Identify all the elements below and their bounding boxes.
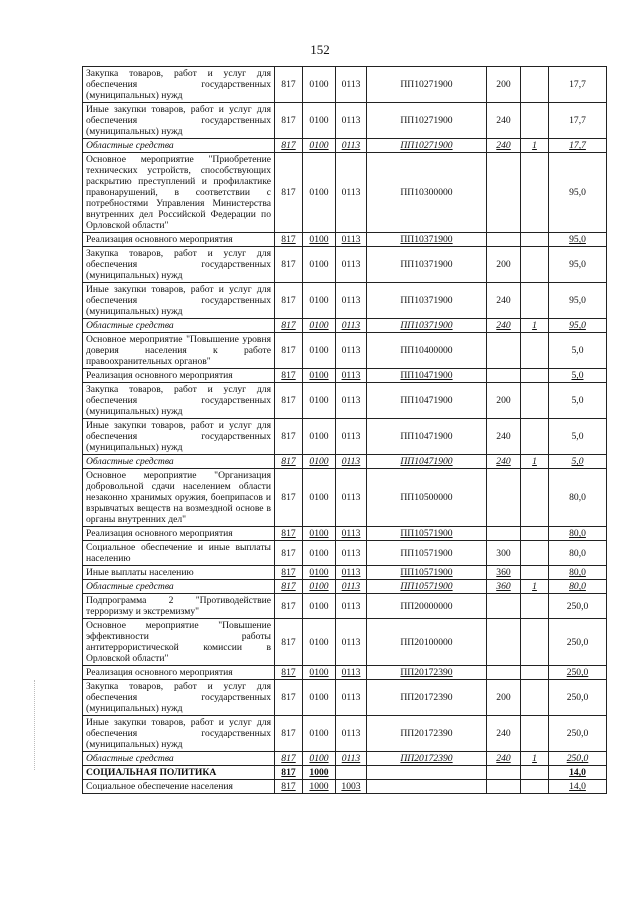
target-article-code: ПП20172390 [367, 716, 487, 752]
funding-source-code [521, 469, 549, 527]
expense-type-code [487, 619, 521, 666]
amount: 95,0 [549, 233, 607, 247]
row-name: Закупка товаров, работ и услуг для обеспечения государственных (муниципальных) нужд [83, 67, 275, 103]
expense-type-code: 240 [487, 139, 521, 153]
amount: 95,0 [549, 319, 607, 333]
grbs-code: 817 [275, 153, 303, 233]
expense-type-code [487, 233, 521, 247]
target-article-code: ПП10571900 [367, 566, 487, 580]
expense-type-code: 360 [487, 580, 521, 594]
row-name: Иные закупки товаров, работ и услуг для обеспечения государственных (муниципальных) нужд [83, 103, 275, 139]
expense-type-code [487, 594, 521, 619]
target-article-code: ПП10571900 [367, 541, 487, 566]
grbs-code: 817 [275, 766, 303, 780]
target-article-code: ПП20172390 [367, 680, 487, 716]
funding-source-code [521, 527, 549, 541]
margin-scan-marks [34, 680, 38, 770]
table-row [83, 752, 607, 766]
target-article-code: ПП20172390 [367, 666, 487, 680]
table-row [83, 766, 607, 780]
expense-type-code [487, 666, 521, 680]
funding-source-code [521, 566, 549, 580]
subsection-code: 0113 [336, 247, 367, 283]
expense-type-code: 240 [487, 103, 521, 139]
section-code: 0100 [303, 283, 336, 319]
amount: 80,0 [549, 469, 607, 527]
target-article-code: ПП10500000 [367, 469, 487, 527]
section-code: 0100 [303, 541, 336, 566]
table-row [83, 680, 607, 716]
grbs-code: 817 [275, 594, 303, 619]
amount: 80,0 [549, 580, 607, 594]
row-name: СОЦИАЛЬНАЯ ПОЛИТИКА [83, 766, 275, 780]
amount: 17,7 [549, 139, 607, 153]
amount: 95,0 [549, 283, 607, 319]
budget-table-body [83, 67, 607, 794]
target-article-code: ПП10300000 [367, 153, 487, 233]
target-article-code: ПП10471900 [367, 455, 487, 469]
subsection-code: 0113 [336, 594, 367, 619]
section-code: 0100 [303, 333, 336, 369]
amount: 95,0 [549, 153, 607, 233]
table-row [83, 333, 607, 369]
section-code: 0100 [303, 716, 336, 752]
subsection-code: 0113 [336, 319, 367, 333]
row-name: Основное мероприятие "Повышение уровня доверия населения к работе правоохранительных органов" [83, 333, 275, 369]
funding-source-code: 1 [521, 752, 549, 766]
expense-type-code [487, 780, 521, 794]
funding-source-code [521, 766, 549, 780]
funding-source-code: 1 [521, 319, 549, 333]
grbs-code: 817 [275, 383, 303, 419]
section-code: 0100 [303, 680, 336, 716]
grbs-code: 817 [275, 103, 303, 139]
subsection-code: 0113 [336, 580, 367, 594]
table-row [83, 666, 607, 680]
grbs-code: 817 [275, 67, 303, 103]
expense-type-code: 200 [487, 247, 521, 283]
table-row [83, 527, 607, 541]
funding-source-code [521, 780, 549, 794]
section-code: 0100 [303, 594, 336, 619]
section-code: 0100 [303, 455, 336, 469]
grbs-code: 817 [275, 780, 303, 794]
expense-type-code: 240 [487, 455, 521, 469]
target-article-code: ПП20000000 [367, 594, 487, 619]
table-row [83, 716, 607, 752]
grbs-code: 817 [275, 527, 303, 541]
amount: 80,0 [549, 566, 607, 580]
row-name: Основное мероприятие "Повышение эффективности работы антитеррористической комиссии в Орловской области" [83, 619, 275, 666]
section-code: 0100 [303, 247, 336, 283]
table-row [83, 153, 607, 233]
section-code: 0100 [303, 752, 336, 766]
subsection-code: 0113 [336, 680, 367, 716]
section-code: 0100 [303, 527, 336, 541]
grbs-code: 817 [275, 247, 303, 283]
subsection-code: 0113 [336, 139, 367, 153]
grbs-code: 817 [275, 541, 303, 566]
target-article-code [367, 766, 487, 780]
target-article-code: ПП10400000 [367, 333, 487, 369]
subsection-code: 0113 [336, 67, 367, 103]
grbs-code: 817 [275, 319, 303, 333]
target-article-code [367, 780, 487, 794]
target-article-code: ПП10271900 [367, 139, 487, 153]
table-row [83, 319, 607, 333]
amount: 14,0 [549, 780, 607, 794]
row-name: Основное мероприятие "Организация добровольной сдачи населением области незаконно хранимых оружия, боеприпасов и взрывчатых веществ на возмездной основе в органы внутренних дел" [83, 469, 275, 527]
subsection-code: 1003 [336, 780, 367, 794]
expense-type-code: 240 [487, 752, 521, 766]
row-name: Социальное обеспечение и иные выплаты населению [83, 541, 275, 566]
target-article-code: ПП10271900 [367, 67, 487, 103]
row-name: Подпрограмма 2 "Противодействие терроризму и экстремизму" [83, 594, 275, 619]
section-code: 0100 [303, 469, 336, 527]
funding-source-code [521, 419, 549, 455]
target-article-code: ПП10471900 [367, 419, 487, 455]
expense-type-code: 240 [487, 319, 521, 333]
funding-source-code: 1 [521, 139, 549, 153]
subsection-code: 0113 [336, 369, 367, 383]
expense-type-code: 200 [487, 67, 521, 103]
table-row [83, 247, 607, 283]
table-row [83, 566, 607, 580]
subsection-code: 0113 [336, 419, 367, 455]
target-article-code: ПП10371900 [367, 283, 487, 319]
section-code: 0100 [303, 139, 336, 153]
section-code: 0100 [303, 103, 336, 139]
table-row [83, 369, 607, 383]
row-name: Областные средства [83, 580, 275, 594]
amount: 250,0 [549, 594, 607, 619]
funding-source-code: 1 [521, 455, 549, 469]
amount: 14,0 [549, 766, 607, 780]
grbs-code: 817 [275, 333, 303, 369]
amount: 17,7 [549, 67, 607, 103]
section-code: 0100 [303, 619, 336, 666]
target-article-code: ПП10471900 [367, 383, 487, 419]
subsection-code: 0113 [336, 283, 367, 319]
amount: 80,0 [549, 541, 607, 566]
row-name: Иные выплаты населению [83, 566, 275, 580]
table-row [83, 780, 607, 794]
table-row [83, 469, 607, 527]
funding-source-code [521, 594, 549, 619]
subsection-code: 0113 [336, 153, 367, 233]
funding-source-code [521, 369, 549, 383]
grbs-code: 817 [275, 680, 303, 716]
grbs-code: 817 [275, 752, 303, 766]
amount: 5,0 [549, 419, 607, 455]
subsection-code: 0113 [336, 103, 367, 139]
amount: 5,0 [549, 333, 607, 369]
table-row [83, 233, 607, 247]
grbs-code: 817 [275, 233, 303, 247]
subsection-code: 0113 [336, 383, 367, 419]
budget-table [82, 66, 607, 794]
row-name: Иные закупки товаров, работ и услуг для обеспечения государственных (муниципальных) нужд [83, 716, 275, 752]
subsection-code: 0113 [336, 716, 367, 752]
grbs-code: 817 [275, 283, 303, 319]
target-article-code: ПП10371900 [367, 233, 487, 247]
subsection-code: 0113 [336, 527, 367, 541]
target-article-code: ПП10371900 [367, 319, 487, 333]
grbs-code: 817 [275, 619, 303, 666]
grbs-code: 817 [275, 455, 303, 469]
table-row [83, 383, 607, 419]
expense-type-code: 240 [487, 716, 521, 752]
table-row [83, 580, 607, 594]
section-code: 0100 [303, 666, 336, 680]
expense-type-code: 240 [487, 419, 521, 455]
table-row [83, 619, 607, 666]
section-code: 1000 [303, 766, 336, 780]
amount: 5,0 [549, 383, 607, 419]
amount: 5,0 [549, 369, 607, 383]
target-article-code: ПП10571900 [367, 580, 487, 594]
funding-source-code [521, 619, 549, 666]
grbs-code: 817 [275, 369, 303, 383]
grbs-code: 817 [275, 139, 303, 153]
grbs-code: 817 [275, 419, 303, 455]
grbs-code: 817 [275, 469, 303, 527]
target-article-code: ПП10271900 [367, 103, 487, 139]
funding-source-code [521, 333, 549, 369]
expense-type-code: 360 [487, 566, 521, 580]
expense-type-code: 240 [487, 283, 521, 319]
grbs-code: 817 [275, 716, 303, 752]
funding-source-code: 1 [521, 580, 549, 594]
table-row [83, 594, 607, 619]
funding-source-code [521, 666, 549, 680]
amount: 250,0 [549, 666, 607, 680]
target-article-code: ПП10571900 [367, 527, 487, 541]
funding-source-code [521, 247, 549, 283]
table-row [83, 139, 607, 153]
funding-source-code [521, 383, 549, 419]
section-code: 0100 [303, 67, 336, 103]
expense-type-code [487, 766, 521, 780]
section-code: 0100 [303, 319, 336, 333]
section-code: 0100 [303, 153, 336, 233]
grbs-code: 817 [275, 666, 303, 680]
table-row [83, 455, 607, 469]
subsection-code: 0113 [336, 619, 367, 666]
funding-source-code [521, 541, 549, 566]
funding-source-code [521, 233, 549, 247]
expense-type-code [487, 153, 521, 233]
subsection-code: 0113 [336, 566, 367, 580]
funding-source-code [521, 103, 549, 139]
row-name: Областные средства [83, 455, 275, 469]
row-name: Реализация основного мероприятия [83, 233, 275, 247]
amount: 5,0 [549, 455, 607, 469]
amount: 250,0 [549, 752, 607, 766]
expense-type-code: 200 [487, 680, 521, 716]
row-name: Областные средства [83, 752, 275, 766]
row-name: Реализация основного мероприятия [83, 666, 275, 680]
section-code: 0100 [303, 383, 336, 419]
table-row [83, 283, 607, 319]
subsection-code: 0113 [336, 541, 367, 566]
row-name: Закупка товаров, работ и услуг для обеспечения государственных (муниципальных) нужд [83, 383, 275, 419]
section-code: 0100 [303, 419, 336, 455]
funding-source-code [521, 716, 549, 752]
amount: 250,0 [549, 619, 607, 666]
table-row [83, 419, 607, 455]
target-article-code: ПП20100000 [367, 619, 487, 666]
table-row [83, 67, 607, 103]
subsection-code [336, 766, 367, 780]
section-code: 0100 [303, 566, 336, 580]
amount: 17,7 [549, 103, 607, 139]
funding-source-code [521, 67, 549, 103]
target-article-code: ПП10471900 [367, 369, 487, 383]
section-code: 0100 [303, 233, 336, 247]
expense-type-code: 300 [487, 541, 521, 566]
target-article-code: ПП10371900 [367, 247, 487, 283]
row-name: Реализация основного мероприятия [83, 369, 275, 383]
expense-type-code [487, 469, 521, 527]
row-name: Областные средства [83, 319, 275, 333]
row-name: Иные закупки товаров, работ и услуг для обеспечения государственных (муниципальных) нужд [83, 419, 275, 455]
section-code: 1000 [303, 780, 336, 794]
subsection-code: 0113 [336, 666, 367, 680]
row-name: Закупка товаров, работ и услуг для обеспечения государственных (муниципальных) нужд [83, 680, 275, 716]
subsection-code: 0113 [336, 455, 367, 469]
page-number: 152 [310, 42, 330, 57]
grbs-code: 817 [275, 580, 303, 594]
table-row [83, 103, 607, 139]
expense-type-code [487, 333, 521, 369]
row-name: Областные средства [83, 139, 275, 153]
amount: 250,0 [549, 680, 607, 716]
expense-type-code [487, 527, 521, 541]
subsection-code: 0113 [336, 752, 367, 766]
expense-type-code [487, 369, 521, 383]
subsection-code: 0113 [336, 233, 367, 247]
row-name: Основное мероприятие "Приобретение технических устройств, способствующих раскрытию преступлений и профилактике правонарушений, в соответствии с потребностями Управления Министерства внутренних дел Российской Федерации по Орловской области" [83, 153, 275, 233]
section-code: 0100 [303, 369, 336, 383]
row-name: Социальное обеспечение населения [83, 780, 275, 794]
subsection-code: 0113 [336, 333, 367, 369]
amount: 95,0 [549, 247, 607, 283]
subsection-code: 0113 [336, 469, 367, 527]
expense-type-code: 200 [487, 383, 521, 419]
section-code: 0100 [303, 580, 336, 594]
row-name: Иные закупки товаров, работ и услуг для обеспечения государственных (муниципальных) нужд [83, 283, 275, 319]
target-article-code: ПП20172390 [367, 752, 487, 766]
table-row [83, 541, 607, 566]
grbs-code: 817 [275, 566, 303, 580]
row-name: Закупка товаров, работ и услуг для обеспечения государственных (муниципальных) нужд [83, 247, 275, 283]
funding-source-code [521, 283, 549, 319]
funding-source-code [521, 680, 549, 716]
amount: 80,0 [549, 527, 607, 541]
row-name: Реализация основного мероприятия [83, 527, 275, 541]
amount: 250,0 [549, 716, 607, 752]
funding-source-code [521, 153, 549, 233]
